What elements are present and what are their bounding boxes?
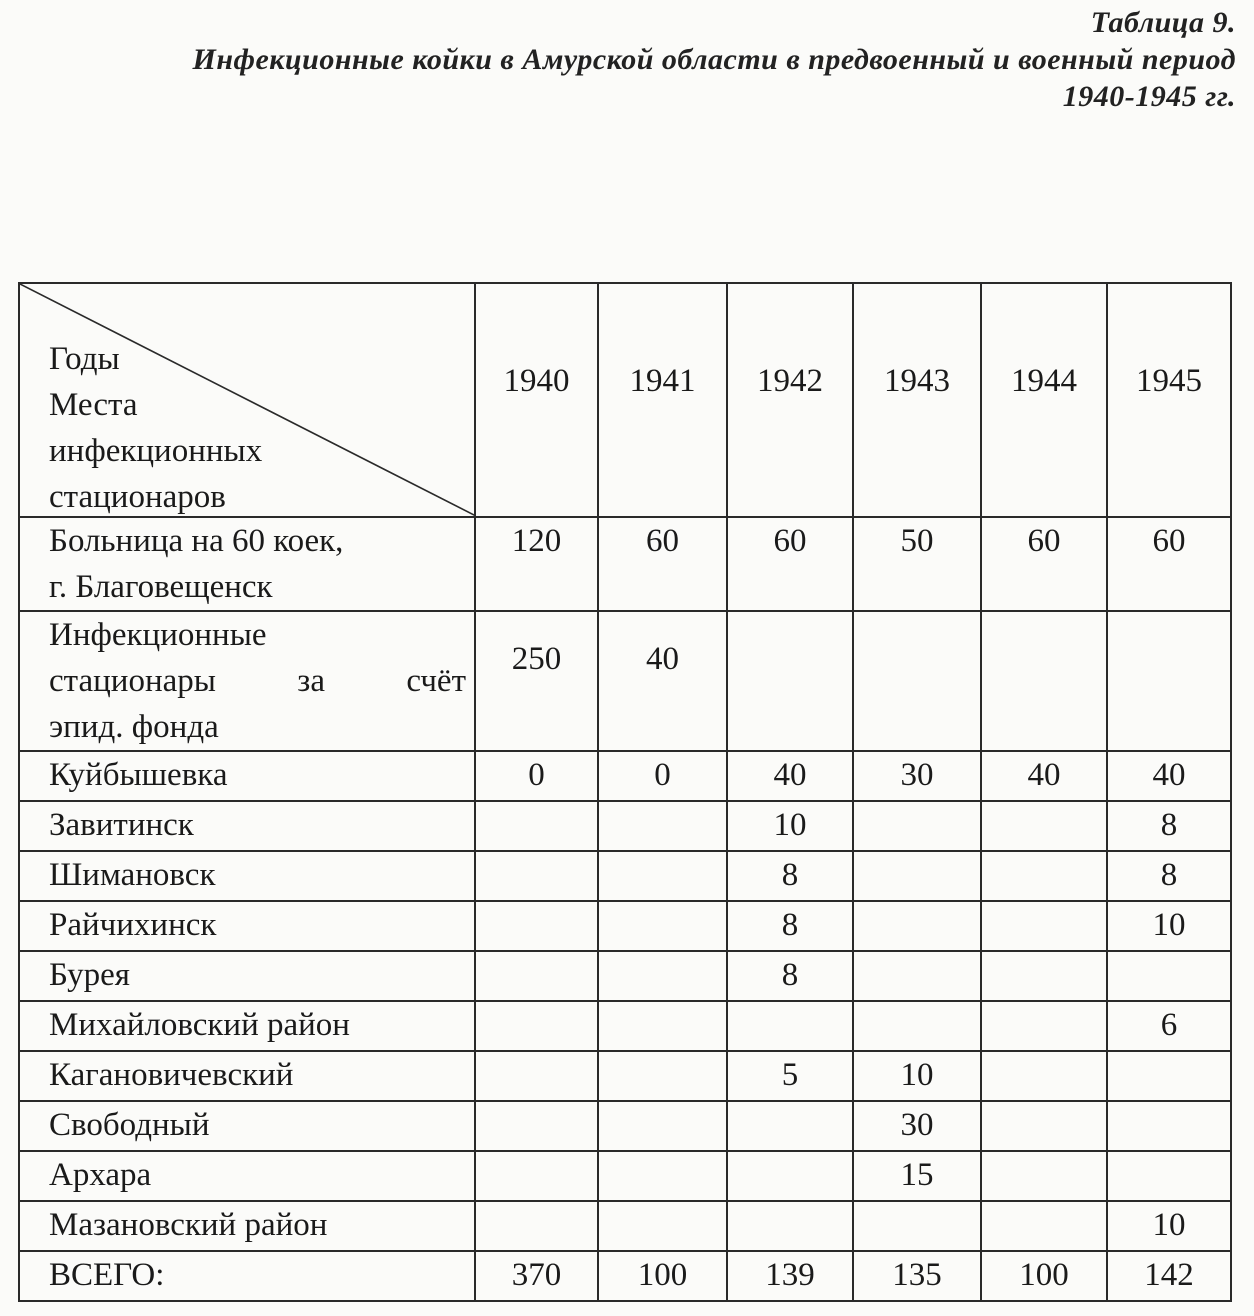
place-name-line: Райчихинск [49,907,217,943]
year-header-1942: 1942 [727,283,853,517]
table-row [19,1251,1231,1301]
place-name-cell [19,517,475,611]
place-name-line: Шимановск [49,857,216,893]
infection-beds-table [18,282,1232,1302]
place-name-cell [19,1251,475,1301]
value-cell-1945 [1107,1101,1231,1151]
value-cell-1942: 10 [727,801,853,851]
place-name-line: г. Благовещенск [49,569,273,605]
place-name-line: ВСЕГО: [49,1257,165,1293]
value-cell-1940: 0 [475,751,598,801]
table-row [19,851,1231,901]
value-cell-1943 [853,611,981,751]
place-name-cell [19,851,475,901]
year-header-1941: 1941 [598,283,727,517]
year-header-1940: 1940 [475,283,598,517]
places-label-line: Места [49,387,138,423]
table-row [19,517,1231,611]
value-cell-1945 [1107,1051,1231,1101]
place-name-cell [19,1201,475,1251]
corner-header-cell [19,283,475,517]
value-cell-1941 [598,901,727,951]
value-cell-1944: 100 [981,1251,1107,1301]
place-name-cell [19,951,475,1001]
place-name-line: эпид. фонда [49,709,219,745]
value-cell-1941 [598,1001,727,1051]
place-name-cell [19,1101,475,1151]
value-cell-1940 [475,1151,598,1201]
value-cell-1943 [853,1001,981,1051]
place-name-line: Свободный [49,1107,210,1143]
value-cell-1942: 8 [727,851,853,901]
value-cell-1942: 5 [727,1051,853,1101]
place-name-cell [19,611,475,751]
value-cell-1945: 8 [1107,801,1231,851]
value-cell-1943: 30 [853,1101,981,1151]
table-title-line2: 1940-1945 гг. [1062,80,1236,113]
place-name-line: Больница на 60 коек, [49,523,344,559]
value-cell-1942: 139 [727,1251,853,1301]
place-name-line: Инфекционные [49,617,267,653]
value-cell-1943 [853,801,981,851]
value-cell-1945: 10 [1107,1201,1231,1251]
value-cell-1944: 40 [981,751,1107,801]
table-row [19,751,1231,801]
value-cell-1942: 60 [727,517,853,611]
value-cell-1943 [853,1201,981,1251]
value-cell-1945 [1107,1151,1231,1201]
place-name-cell [19,1001,475,1051]
value-cell-1943 [853,901,981,951]
value-cell-1940 [475,851,598,901]
value-cell-1941: 40 [598,611,727,751]
value-cell-1945: 8 [1107,851,1231,901]
table-row [19,1151,1231,1201]
value-cell-1944 [981,611,1107,751]
table-row [19,1051,1231,1101]
value-cell-1945 [1107,611,1231,751]
value-cell-1942: 8 [727,951,853,1001]
value-cell-1943: 30 [853,751,981,801]
table-row [19,611,1231,751]
value-cell-1942 [727,1101,853,1151]
places-label-line: инфекционных [49,433,263,469]
value-cell-1945: 60 [1107,517,1231,611]
value-cell-1944 [981,851,1107,901]
value-cell-1942 [727,1001,853,1051]
value-cell-1941: 100 [598,1251,727,1301]
value-cell-1941 [598,1151,727,1201]
place-name-cell [19,901,475,951]
value-cell-1942 [727,611,853,751]
places-label-line: стационаров [49,479,226,515]
value-cell-1944 [981,1051,1107,1101]
value-cell-1940 [475,801,598,851]
value-cell-1945: 40 [1107,751,1231,801]
value-cell-1945: 10 [1107,901,1231,951]
value-cell-1945: 6 [1107,1001,1231,1051]
value-cell-1940: 250 [475,611,598,751]
value-cell-1941 [598,1051,727,1101]
place-name-cell [19,1151,475,1201]
table-row [19,801,1231,851]
place-name-line: Завитинск [49,807,194,843]
value-cell-1940 [475,1101,598,1151]
value-cell-1940 [475,1001,598,1051]
value-cell-1944 [981,901,1107,951]
value-cell-1942: 40 [727,751,853,801]
place-name-line: Архара [49,1157,152,1193]
value-cell-1943: 15 [853,1151,981,1201]
place-name-line: стационары за счёт [49,663,466,699]
value-cell-1941: 60 [598,517,727,611]
place-name-line: Кагановичевский [49,1057,294,1093]
value-cell-1941 [598,801,727,851]
years-label: Годы [49,341,120,377]
value-cell-1940 [475,901,598,951]
value-cell-1941: 0 [598,751,727,801]
value-cell-1941 [598,1101,727,1151]
table-caption [193,4,1237,115]
table-row [19,1201,1231,1251]
value-cell-1945: 142 [1107,1251,1231,1301]
value-cell-1941 [598,1201,727,1251]
value-cell-1940: 120 [475,517,598,611]
places-label [49,382,469,517]
place-name-cell [19,751,475,801]
value-cell-1942 [727,1151,853,1201]
place-name-line: Михайловский район [49,1007,350,1043]
value-cell-1942 [727,1201,853,1251]
place-name-line: Мазановский район [49,1207,328,1243]
value-cell-1943: 10 [853,1051,981,1101]
value-cell-1945 [1107,951,1231,1001]
value-cell-1943 [853,951,981,1001]
year-header-1945: 1945 [1107,283,1231,517]
value-cell-1941 [598,851,727,901]
table-title-line1: Инфекционные койки в Амурской области в предвоенный и военный период [192,43,1236,76]
place-name-cell [19,801,475,851]
value-cell-1942: 8 [727,901,853,951]
value-cell-1943: 135 [853,1251,981,1301]
value-cell-1944 [981,1001,1107,1051]
value-cell-1940 [475,1201,598,1251]
table-row [19,951,1231,1001]
value-cell-1944 [981,1101,1107,1151]
value-cell-1944 [981,1201,1107,1251]
table-number: Таблица 9. [1090,6,1236,39]
table-row [19,1101,1231,1151]
table-row [19,901,1231,951]
table-row [19,1001,1231,1051]
value-cell-1940: 370 [475,1251,598,1301]
place-name-line: Бурея [49,957,130,993]
year-header-1943: 1943 [853,283,981,517]
place-name-cell [19,1051,475,1101]
value-cell-1944 [981,951,1107,1001]
place-name-line: Куйбышевка [49,757,228,793]
year-header-1944: 1944 [981,283,1107,517]
value-cell-1944 [981,1151,1107,1201]
header-row [19,283,1231,517]
value-cell-1943 [853,851,981,901]
value-cell-1944 [981,801,1107,851]
value-cell-1940 [475,1051,598,1101]
value-cell-1944: 60 [981,517,1107,611]
value-cell-1943: 50 [853,517,981,611]
value-cell-1940 [475,951,598,1001]
value-cell-1941 [598,951,727,1001]
